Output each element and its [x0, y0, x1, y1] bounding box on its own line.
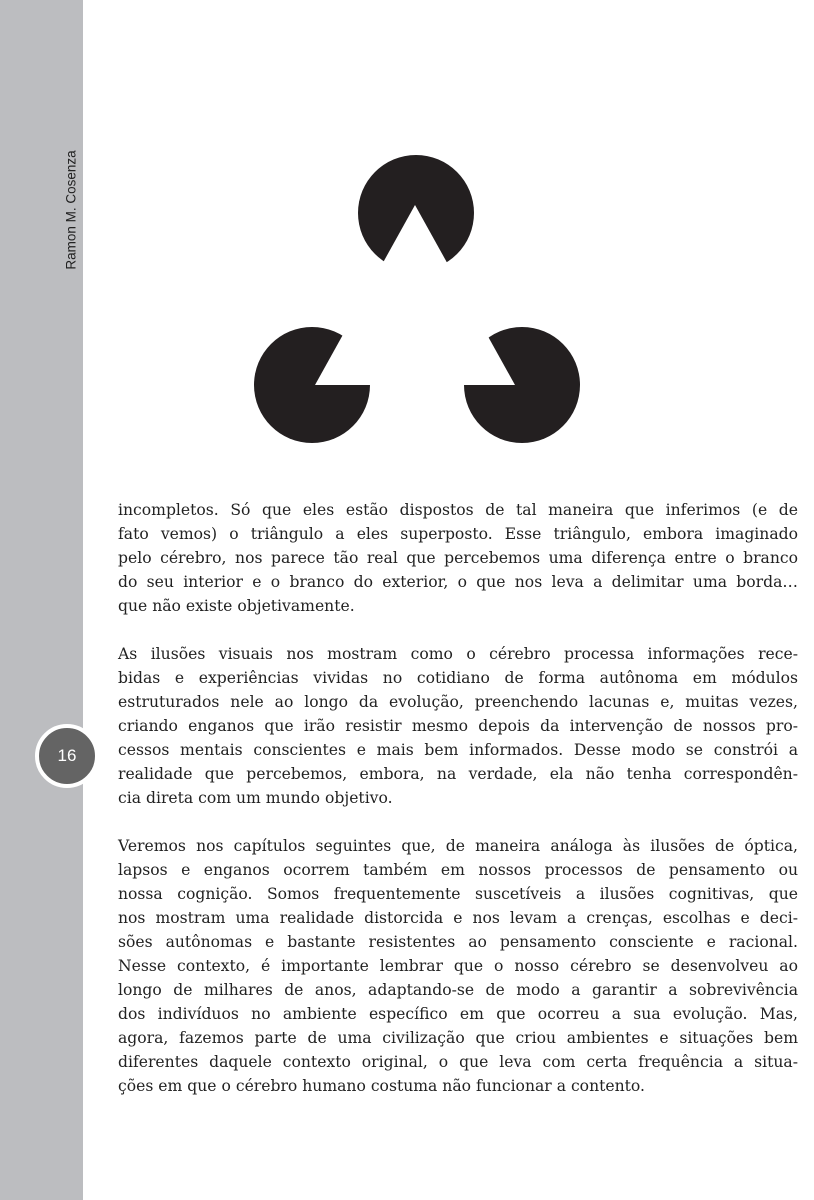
text-line: As ilusões visuais nos mostram como o cérebro processa informações rece- — [118, 645, 798, 663]
text-line: agora, fazemos parte de uma civilização que criou ambientes e situações bem — [118, 1029, 798, 1047]
page-number: 16 — [35, 724, 99, 788]
text-line: nos mostram uma realidade distorcida e nos levam a crenças, escolhas e deci- — [118, 909, 798, 927]
paragraph — [118, 498, 798, 618]
running-head-author: Ramon M. Cosenza — [63, 150, 79, 270]
text-line: estruturados nele ao longo da evolução, preenchendo lacunas e, muitas vezes, — [118, 693, 798, 711]
text-line: pelo cérebro, nos parece tão real que percebemos uma diferença entre o branco — [118, 549, 798, 567]
text-line: diferentes daquele contexto original, o que leva com certa frequência a situa- — [118, 1053, 798, 1071]
text-line: que não existe objetivamente. — [118, 597, 355, 615]
body-text — [118, 498, 798, 1122]
text-line: incompletos. Só que eles estão dispostos de tal maneira que inferimos (e de — [118, 501, 798, 519]
text-line: Nesse contexto, é importante lembrar que o nosso cérebro se desenvolveu ao — [118, 957, 798, 975]
text-line: lapsos e enganos ocorrem também em nossos processos de pensamento ou — [118, 861, 798, 879]
text-line: realidade que percebemos, embora, na verdade, ela não tenha correspondên- — [118, 765, 798, 783]
text-line: fato vemos) o triângulo a eles superposto. Esse triângulo, embora imaginado — [118, 525, 798, 543]
illusory-triangle — [315, 205, 515, 385]
text-line: criando enganos que irão resistir mesmo depois da intervenção de nossos pro- — [118, 717, 798, 735]
text-line: cia direta com um mundo objetivo. — [118, 789, 393, 807]
paragraph — [118, 642, 798, 810]
text-line: sões autônomas e bastante resistentes ao pensamento consciente e racional. — [118, 933, 798, 951]
text-line: Veremos nos capítulos seguintes que, de maneira análoga às ilusões de óptica, — [118, 837, 798, 855]
text-line: dos indivíduos no ambiente específico em que ocorreu a sua evolução. Mas, — [118, 1005, 798, 1023]
text-line: ções em que o cérebro humano costuma não funcionar a contento. — [118, 1077, 645, 1095]
paragraph — [118, 834, 798, 1098]
text-line: longo de milhares de anos, adaptando-se de modo a garantir a sobrevivência — [118, 981, 798, 999]
kanizsa-triangle-figure — [0, 0, 814, 460]
text-line: do seu interior e o branco do exterior, o que nos leva a delimitar uma borda… — [118, 573, 798, 591]
text-line: nossa cognição. Somos frequentemente suscetíveis a ilusões cognitivas, que — [118, 885, 798, 903]
text-line: cessos mentais conscientes e mais bem informados. Desse modo se constrói a — [118, 741, 798, 759]
text-line: bidas e experiências vividas no cotidiano de forma autônoma em módulos — [118, 669, 798, 687]
